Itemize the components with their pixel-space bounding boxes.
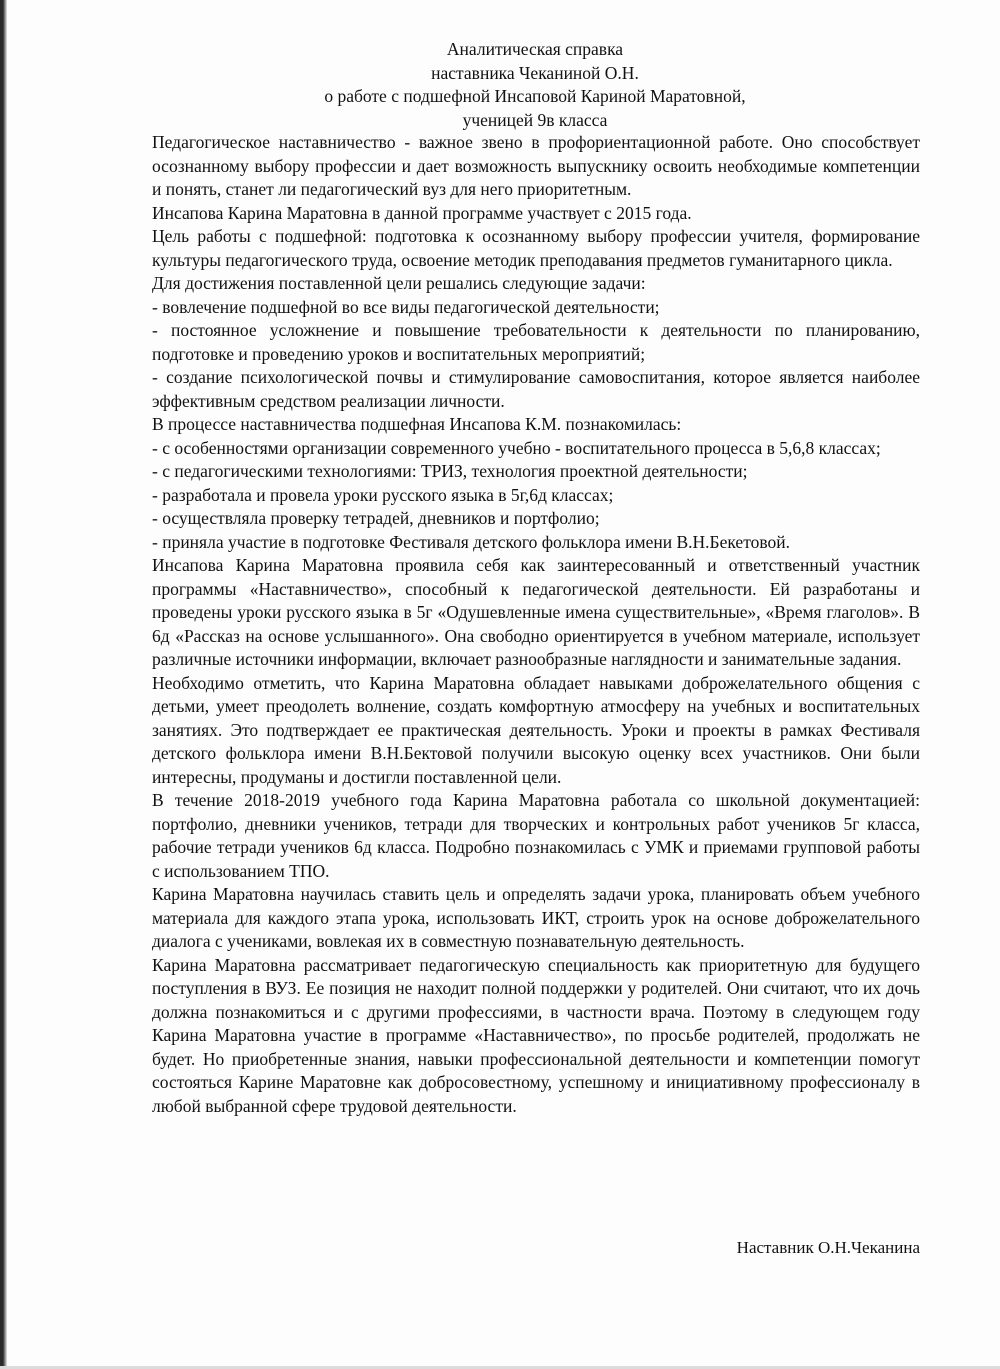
process-item: - приняла участие в подготовке Фестиваля детского фольклора имени В.Н.Бекетовой.: [152, 531, 790, 552]
title-line: о работе с подшефной Инсаповой Кариной Маратовной,: [324, 86, 746, 106]
paragraph-intro: Педагогическое наставничество - важное звено в профориентационной работе. Оно способствует осознанному выбору профессии и дает возможность выпускнику освоить необходимые компетенции и понять, станет ли педагогический вуз для него приоритетным.: [152, 132, 920, 199]
paragraph-participation: Инсапова Карина Маратовна в данной программе участвует с 2015 года.: [152, 202, 692, 223]
process-item: - разработала и провела уроки русского языка в 5г,6д классах;: [152, 484, 614, 505]
scan-edge-shadow: [0, 0, 7, 1369]
paragraph-tasks-heading: Для достижения поставленной цели решались следующие задачи:: [152, 273, 646, 293]
paragraph-process-heading: В процессе наставничества подшефная Инсапова К.М. познакомилась:: [152, 414, 682, 434]
title-line: ученицей 9в класса: [462, 109, 608, 130]
paragraph-learned: Карина Маратовна научилась ставить цель и определять задачи урока, планировать объем учебного материала для каждого этапа урока, использовать ИКТ, строить урок на основе доброжелательного диалога с учениками, вовлекая их в совместную познавательную деятельность.: [152, 884, 920, 951]
paragraph-documentation: В течение 2018-2019 учебного года Карина Маратовна работала со школьной документацией: портфолио, дневники учеников, тетради для творческих и контрольных работ учеников 5г класса, рабочие тетради учеников 6д класса. Подробно познакомилась с УМК и приемами групповой работы с использованием ТПО.: [152, 790, 920, 881]
process-item: - с педагогическими технологиями: ТРИЗ, технология проектной деятельности;: [152, 461, 748, 481]
task-item: - создание психологической почвы и стимулирование самовоспитания, которое является наиболее эффективным средством реализации личности.: [152, 367, 920, 411]
process-item: - с особенностями организации современного учебно - воспитательного процесса в 5,6,8 классах;: [152, 437, 881, 458]
paragraph-conclusion: Карина Маратовна рассматривает педагогическую специальность как приоритетную для будущего поступления в ВУЗ. Ее позиция не находит полной поддержки у родителей. Они считают, что их дочь должна познакомиться и с другими профессиями, в частности врача. Поэтому в следующем году Карина Маратовна участие в программе «Наставничество», по просьбе родителей, продолжать не будет. Но приобретенные знания, навыки профессиональной деятельности и компетенции помогут состояться Карине Маратовне как добросовестному, успешному и инициативному профессионалу в любой выбранной сфере трудовой деятельности.: [152, 954, 920, 1116]
task-item: - вовлечение подшефной во все виды педагогической деятельности;: [152, 296, 660, 317]
document-title: [150, 38, 920, 132]
title-line: Аналитическая справка: [446, 39, 624, 59]
process-item: - осуществляла проверку тетрадей, дневников и портфолио;: [152, 508, 600, 528]
title-line: наставника Чеканиной О.Н.: [431, 62, 639, 83]
paragraph-goal: Цель работы с подшефной: подготовка к осознанному выбору профессии учителя, формирование культуры педагогического труда, освоение методик преподавания предметов гуманитарного цикла.: [152, 226, 920, 270]
paragraph-skills: Необходимо отметить, что Карина Маратовна обладает навыками доброжелательного общения с детьми, умеет преодолеть волнение, создать комфортную атмосферу на учебных и воспитательных занятиях. Это подтверждает ее практическая деятельность. Уроки и проекты в рамках Фестиваля детского фольклора имени В.Н.Бектовой получили высокую оценку всех участников. Они были интересны, продуманы и достигли поставленной цели.: [152, 672, 920, 787]
document-body: [152, 131, 920, 1118]
signature-line: Наставник О.Н.Чеканина: [736, 1238, 920, 1257]
paragraph-assessment: Инсапова Карина Маратовна проявила себя как заинтересованный и ответственный участник программы «Наставничество», способный к педагогической деятельности. Ей разработаны и проведены уроки русского языка в 5г «Одушевленные имена существительные», «Время глаголов». В 6д «Рассказ на основе услышанного». Она свободно ориентируется в учебном материале, использует различные источники информации, включает разнообразные наглядности и занимательные задания.: [152, 555, 920, 669]
task-item: - постоянное усложнение и повышение требовательности к деятельности по планированию, подготовке и проведению уроков и воспитательных мероприятий;: [152, 320, 920, 364]
